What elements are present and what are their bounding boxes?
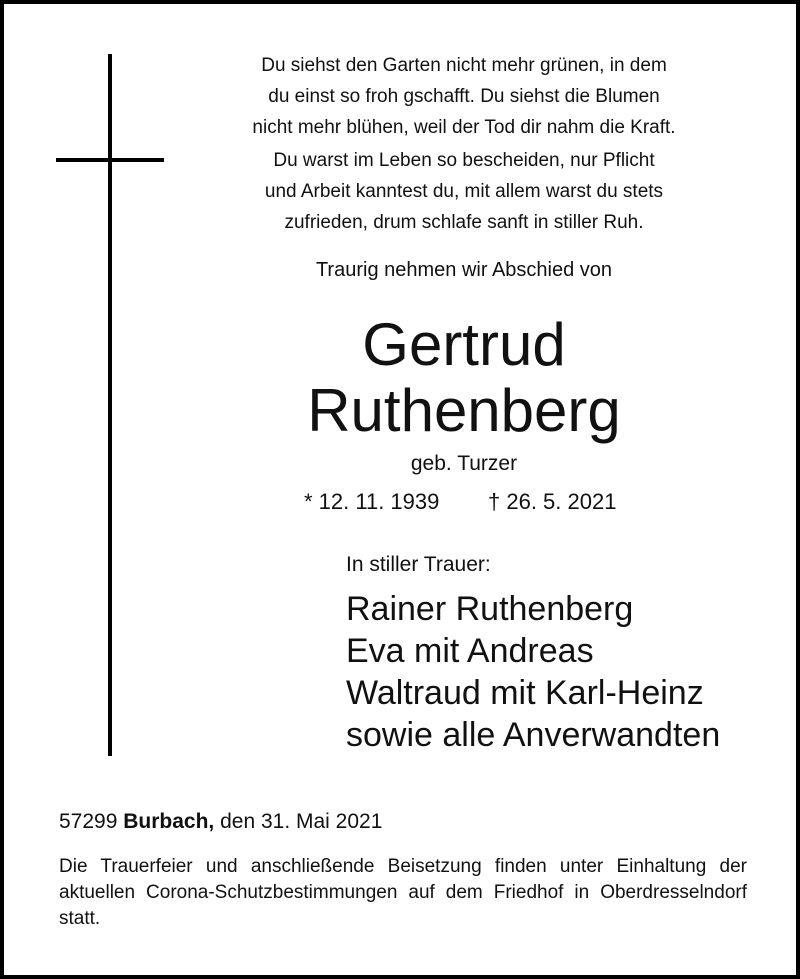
poem-line: nicht mehr blühen, weil der Tod dir nahm die Kraft.	[252, 117, 676, 138]
mourner-name: sowie alle Anverwandten	[346, 716, 721, 754]
mourner-name: Eva mit Andreas	[346, 632, 594, 670]
deceased-maiden-name: geb. Turzer	[410, 452, 518, 475]
poem-stanza-1	[194, 50, 734, 143]
poem-line: zufrieden, drum schlafe sanft in stiller Ruh.	[284, 212, 644, 233]
mourner-name: Rainer Ruthenberg	[346, 590, 634, 628]
mourners-list	[346, 588, 720, 756]
poem-line: Du warst im Leben so bescheiden, nur Pflicht	[273, 150, 655, 171]
mourner-name: Waltraud mit Karl-Heinz	[346, 674, 704, 712]
mourners-heading: In stiller Trauer:	[346, 553, 491, 576]
notice-date: den 31. Mai 2021	[220, 810, 383, 833]
farewell-intro: Traurig nehmen wir Abschied von	[315, 259, 613, 281]
place-and-date	[59, 810, 382, 834]
poem-line: du einst so froh gschafft. Du siehst die Blumen	[268, 86, 660, 107]
cross-horizontal-bar	[56, 158, 164, 162]
deceased-first-name: Gertrud	[362, 311, 566, 378]
birth-date: * 12. 11. 1939	[304, 489, 440, 514]
poem-stanza-2	[194, 145, 734, 238]
deceased-last-name: Ruthenberg	[307, 377, 621, 444]
death-date: † 26. 5. 2021	[488, 489, 617, 514]
town-name: Burbach,	[123, 810, 215, 833]
funeral-notice-text: Die Trauerfeier und anschließende Beisetzung finden unter Einhaltung der aktuellen Corona-Schutzbestimmungen auf dem Friedhof in Oberdresselndorf statt.	[59, 856, 747, 929]
poem-line: Du siehst den Garten nicht mehr grünen, in dem	[261, 55, 667, 76]
poem-line: und Arbeit kanntest du, mit allem warst du stets	[264, 181, 664, 202]
zip-code: 57299	[59, 810, 118, 833]
